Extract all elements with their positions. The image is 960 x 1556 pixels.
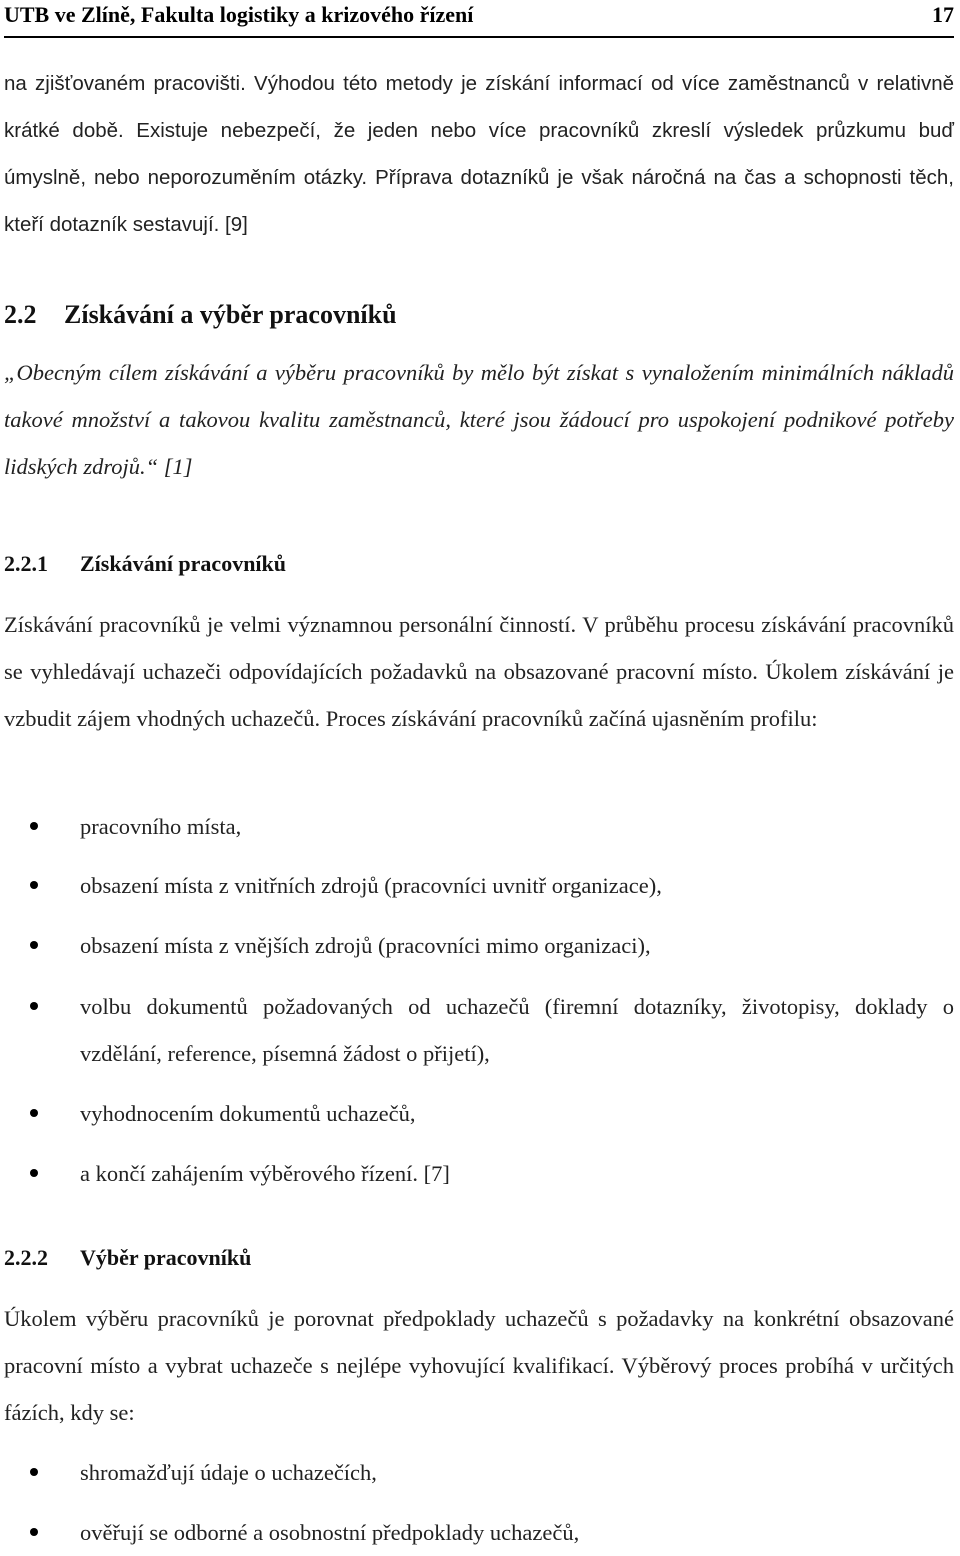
header-title: UTB ve Zlíně, Fakulta logistiky a krizového řízení: [4, 2, 474, 27]
page-number: 17: [932, 2, 954, 27]
section-number: 2.2: [4, 300, 37, 329]
bullet-icon: [30, 1528, 38, 1536]
list-item: [4, 1449, 954, 1496]
bullet-icon: [30, 1002, 38, 1010]
list-item: [4, 803, 954, 850]
section-number: 2.2.2: [4, 1245, 48, 1270]
intro-paragraph: na zjišťovaném pracovišti. Výhodou této metody je získání informací od více zaměstnanců v relativně krátké době. Existuje nebezpečí, že jeden nebo více pracovníků zkreslí výsledek průzkumu buď úmyslně, nebo neporozuměním otázky. Příprava dotazníků je však náročná na čas a schopnosti těch, kteří dotazník sestavují. [9]: [4, 72, 954, 236]
selection-paragraph: Úkolem výběru pracovníků je porovnat předpoklady uchazečů s požadavky na konkrétní obsazované pracovní místo a vybrat uchazeče s nejlépe vyhovující kvalifikací. Výběrový proces probíhá v určitých fázích, kdy se:: [4, 1306, 954, 1425]
page-header: [4, 0, 954, 38]
list-item-text: pracovního místa,: [80, 814, 242, 839]
list-item: [4, 1509, 954, 1556]
list-item: [4, 1150, 954, 1197]
list-item: [4, 862, 954, 909]
bullet-icon: [30, 941, 38, 949]
bullet-icon: [30, 1169, 38, 1177]
list-item-text: obsazení místa z vnějších zdrojů (pracovníci mimo organizaci),: [80, 933, 651, 958]
section-heading-2-2: [4, 300, 397, 330]
bullet-icon: [30, 1468, 38, 1476]
section-title: Získávání a výběr pracovníků: [64, 300, 397, 329]
section-heading-2-2-2: [4, 1245, 251, 1271]
quote-paragraph: „Obecným cílem získávání a výběru pracovníků by mělo být získat s vynaložením minimálních nákladů takové množství a takovou kvalitu zaměstnanců, které jsou žádoucí pro uspokojení podnikové potřeby lidských zdrojů.“ [1]: [4, 360, 954, 479]
list-item-text: a končí zahájením výběrového řízení. [7]: [80, 1161, 450, 1186]
section-title: Získávání pracovníků: [80, 551, 287, 576]
recruitment-paragraph: Získávání pracovníků je velmi významnou personální činností. V průběhu procesu získávání pracovníků se vyhledávají uchazeči odpovídajících požadavků na obsazované pracovní místo. Úkolem získávání je vzbudit zájem vhodných uchazečů. Proces získávání pracovníků začíná ujasněním profilu:: [4, 612, 954, 731]
list-item-text: vyhodnocením dokumentů uchazečů,: [80, 1101, 416, 1126]
list-item: [4, 922, 954, 969]
section-heading-2-2-1: [4, 551, 286, 577]
bullet-icon: [30, 881, 38, 889]
bullet-icon: [30, 1109, 38, 1117]
list-item-text: volbu dokumentů požadovaných od uchazečů (firemní dotazníky, životopisy, doklady o vzdělání, reference, písemná žádost o přijetí),: [80, 994, 954, 1066]
list-item-text: shromažďují údaje o uchazečích,: [80, 1460, 377, 1485]
section-number: 2.2.1: [4, 551, 48, 576]
list-item-text: ověřují se odborné a osobnostní předpoklady uchazečů,: [80, 1520, 580, 1545]
section-title: Výběr pracovníků: [80, 1245, 252, 1270]
list-item: [4, 983, 954, 1077]
bullet-icon: [30, 822, 38, 830]
list-item-text: obsazení místa z vnitřních zdrojů (pracovníci uvnitř organizace),: [80, 873, 662, 898]
list-item: [4, 1090, 954, 1137]
